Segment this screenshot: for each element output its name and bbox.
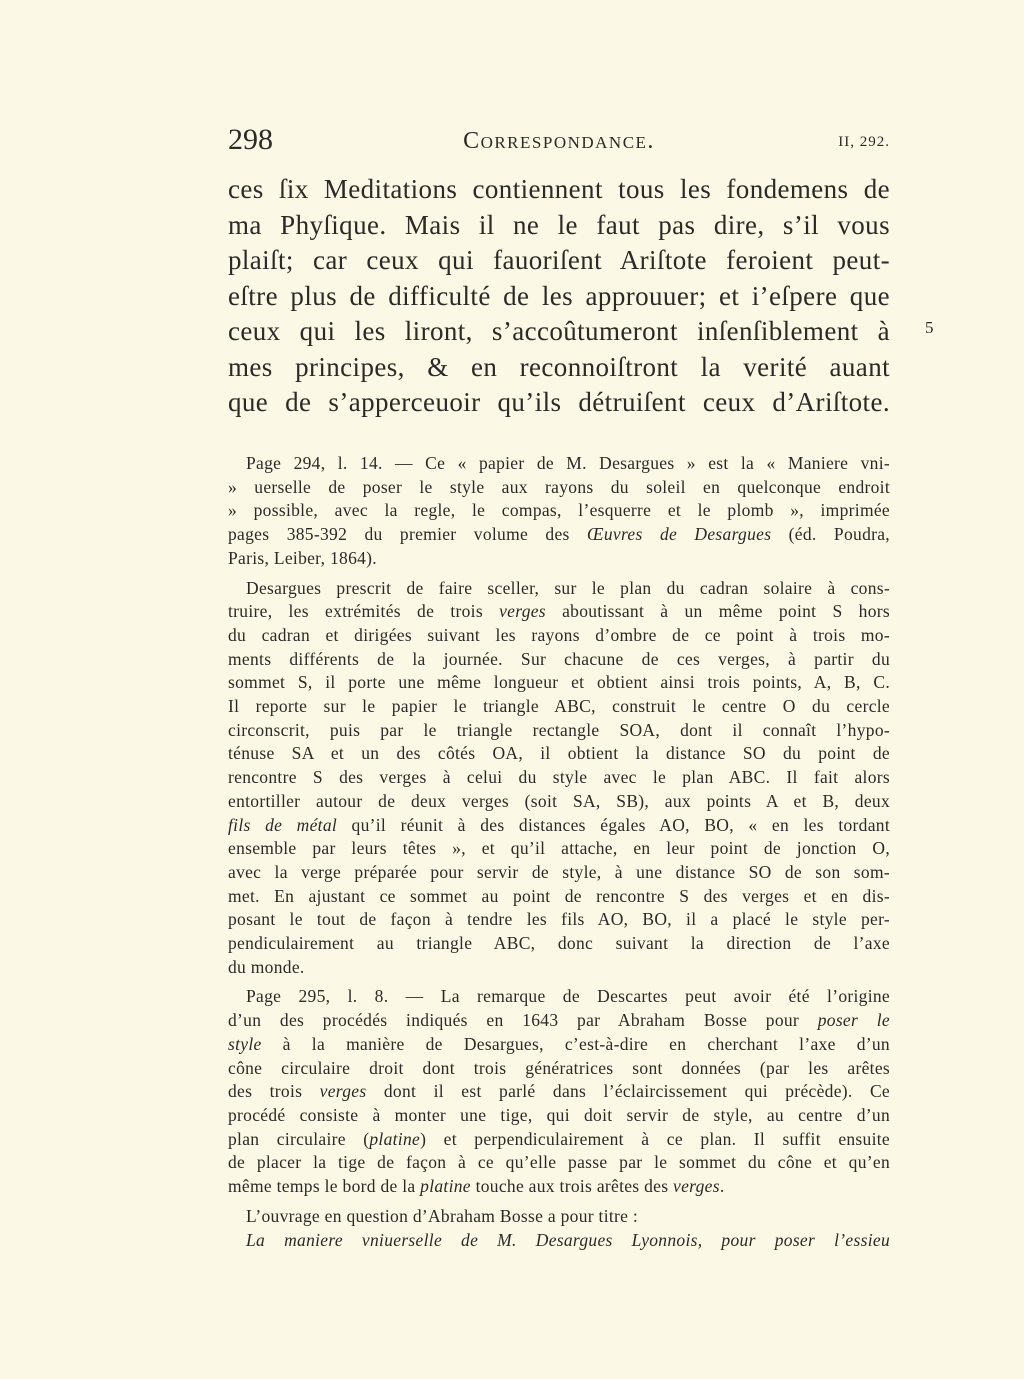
note-text: d’un des procédés indiqués en 1643 par Abraham Bosse pour — [228, 1010, 818, 1031]
note-line: procédé consiste à monter une tige, qui doit servir de style, au centre d’un — [228, 1104, 890, 1125]
italic-term: platine — [420, 1176, 471, 1197]
italic-term: style — [228, 1033, 262, 1054]
note-line — [228, 1009, 890, 1033]
volume-page-reference: II, 292. — [838, 134, 890, 150]
note-text: ) et perpendiculairement à ce plan. Il suffit ensuite — [420, 1128, 890, 1149]
note-line: Paris, Leiber, 1864). — [228, 547, 377, 568]
note-line: cône circulaire droit dont trois génératrices sont données (par les arêtes — [228, 1057, 890, 1078]
note-line — [228, 1175, 890, 1199]
letter-line: ces ſix Meditations contiennent tous les fondemens de — [228, 174, 890, 204]
letter-line: mes principes, & en reconnoiſtront la verité auant — [228, 351, 890, 382]
note-text: touche aux trois arêtes des — [470, 1176, 673, 1197]
note-line: ensemble par leurs têtes », et qu’il attache, en leur point de jonction O, — [228, 838, 890, 859]
note-line — [228, 600, 890, 624]
note-text: aboutissant à un même point S hors — [545, 601, 890, 622]
running-title: Correspondance. — [463, 128, 655, 154]
note-line: entortiller autour de deux verges (soit SA, SB), aux points A et B, deux — [228, 790, 890, 811]
note-text: même temps le bord de la — [228, 1176, 421, 1197]
note-text: truire, les extrémités de trois — [228, 601, 500, 622]
running-head — [228, 122, 890, 162]
note-line: du cadran et dirigées suivant les rayons d’ombre de ce point à trois mo- — [228, 624, 890, 645]
note-line: Desargues prescrit de faire sceller, sur le plan du cadran solaire à cons- — [246, 577, 890, 598]
note-line: pendiculairement au triangle ABC, donc suivant la direction de l’axe — [228, 933, 890, 954]
italic-term: fils de métal — [228, 814, 338, 835]
note-line: sommet S, il porte une même longueur et obtient ainsi trois points, A, B, C. — [228, 672, 890, 693]
note-text: dont il est parlé dans l’éclaircissement qui précède). Ce — [366, 1081, 890, 1102]
note-line — [228, 1033, 890, 1057]
note-line: de placer la tige de façon à ce qu’elle passe par le sommet du cône et qu’en — [228, 1152, 890, 1173]
page-number: 298 — [228, 123, 273, 156]
note-line: circonscrit, puis par le triangle rectangle SOA, dont il connaît l’hypo- — [228, 719, 890, 740]
book-title: Œuvres de Desargues — [587, 524, 772, 545]
note-line: ments différents de la journée. Sur chacune de ces verges, à partir du — [228, 648, 890, 669]
note-text: (éd. Poudra, — [771, 524, 890, 545]
letter-line: ma Phyſique. Mais il ne le faut pas dire, s’il vous — [228, 209, 890, 240]
note-line: posant le tout de façon à tendre les fils AO, BO, il a placé le style per- — [228, 909, 890, 930]
note-line: Page 294, l. 14. — Ce « papier de M. Desargues » est la « Maniere vni- — [246, 453, 890, 473]
note-line: » uerselle de poser le style aux rayons du soleil en quelconque endroit — [228, 476, 890, 497]
note-line — [228, 523, 890, 547]
italic-term: verges — [499, 601, 546, 622]
note-text: . — [719, 1176, 725, 1197]
note-line: avec la verge préparée pour servir de style, à une distance SO de son som- — [228, 861, 890, 882]
letter-line: que de s’apperceuoir qu’ils détruiſent ceux d’Ariſtote. — [228, 387, 890, 417]
note-text: pages 385-392 du premier volume des — [228, 524, 588, 545]
note-line: met. En ajustant ce sommet au point de rencontre S des verges et en dis- — [228, 885, 890, 906]
note-line — [228, 814, 890, 838]
note-desargues-method — [228, 577, 890, 980]
note-bosse-title-intro — [228, 1205, 890, 1229]
note-line: du monde. — [228, 956, 305, 977]
note-bosse-title — [228, 1229, 890, 1253]
note-page-294 — [228, 452, 890, 571]
note-line: Page 295, l. 8. — La remarque de Descartes peut avoir été l’origine — [246, 986, 890, 1007]
note-line — [228, 1080, 890, 1104]
note-line — [228, 1229, 890, 1253]
italic-term: verges — [319, 1081, 367, 1102]
letter-line: eſtre plus de difficulté de les approuuer; et i’eſpere que — [228, 280, 890, 311]
note-text: des trois — [228, 1081, 320, 1102]
book-title: La maniere vniuerselle de M. Desargues Lyonnois, pour poser l’essieu — [246, 1229, 890, 1250]
letter-line: ceux qui les liront, s’accoûtumeront inſenſiblement à — [228, 316, 890, 346]
note-line: rencontre S des verges à celui du style avec le plan ABC. Il fait alors — [228, 767, 890, 788]
italic-term: platine — [369, 1128, 421, 1149]
note-text: plan circulaire ( — [228, 1128, 370, 1149]
margin-line-number: 5 — [925, 318, 934, 337]
note-line: L’ouvrage en question d’Abraham Bosse a pour titre : — [246, 1205, 639, 1226]
note-text: qu’il réunit à des distances égales AO, BO, « en les tordant — [337, 814, 890, 835]
italic-term: poser le — [817, 1010, 890, 1031]
italic-term: verges — [673, 1176, 720, 1197]
note-text: à la manière de Desargues, c’est-à-dire en cherchant l’axe d’un — [261, 1033, 890, 1054]
note-page-295 — [228, 985, 890, 1198]
note-line: ténuse SA et un des côtés OA, il obtient la distance SO du point de — [228, 743, 890, 764]
note-line — [228, 1128, 890, 1152]
editorial-notes — [228, 452, 890, 1258]
letter-text — [228, 172, 890, 421]
letter-line: plaiſt; car ceux qui fauoriſent Ariſtote feroient peut- — [228, 245, 890, 275]
note-line: » possible, avec la regle, le compas, l’esquerre et le plomb », imprimée — [228, 500, 890, 521]
note-line: Il reporte sur le papier le triangle ABC, construit le centre O du cercle — [228, 696, 890, 717]
